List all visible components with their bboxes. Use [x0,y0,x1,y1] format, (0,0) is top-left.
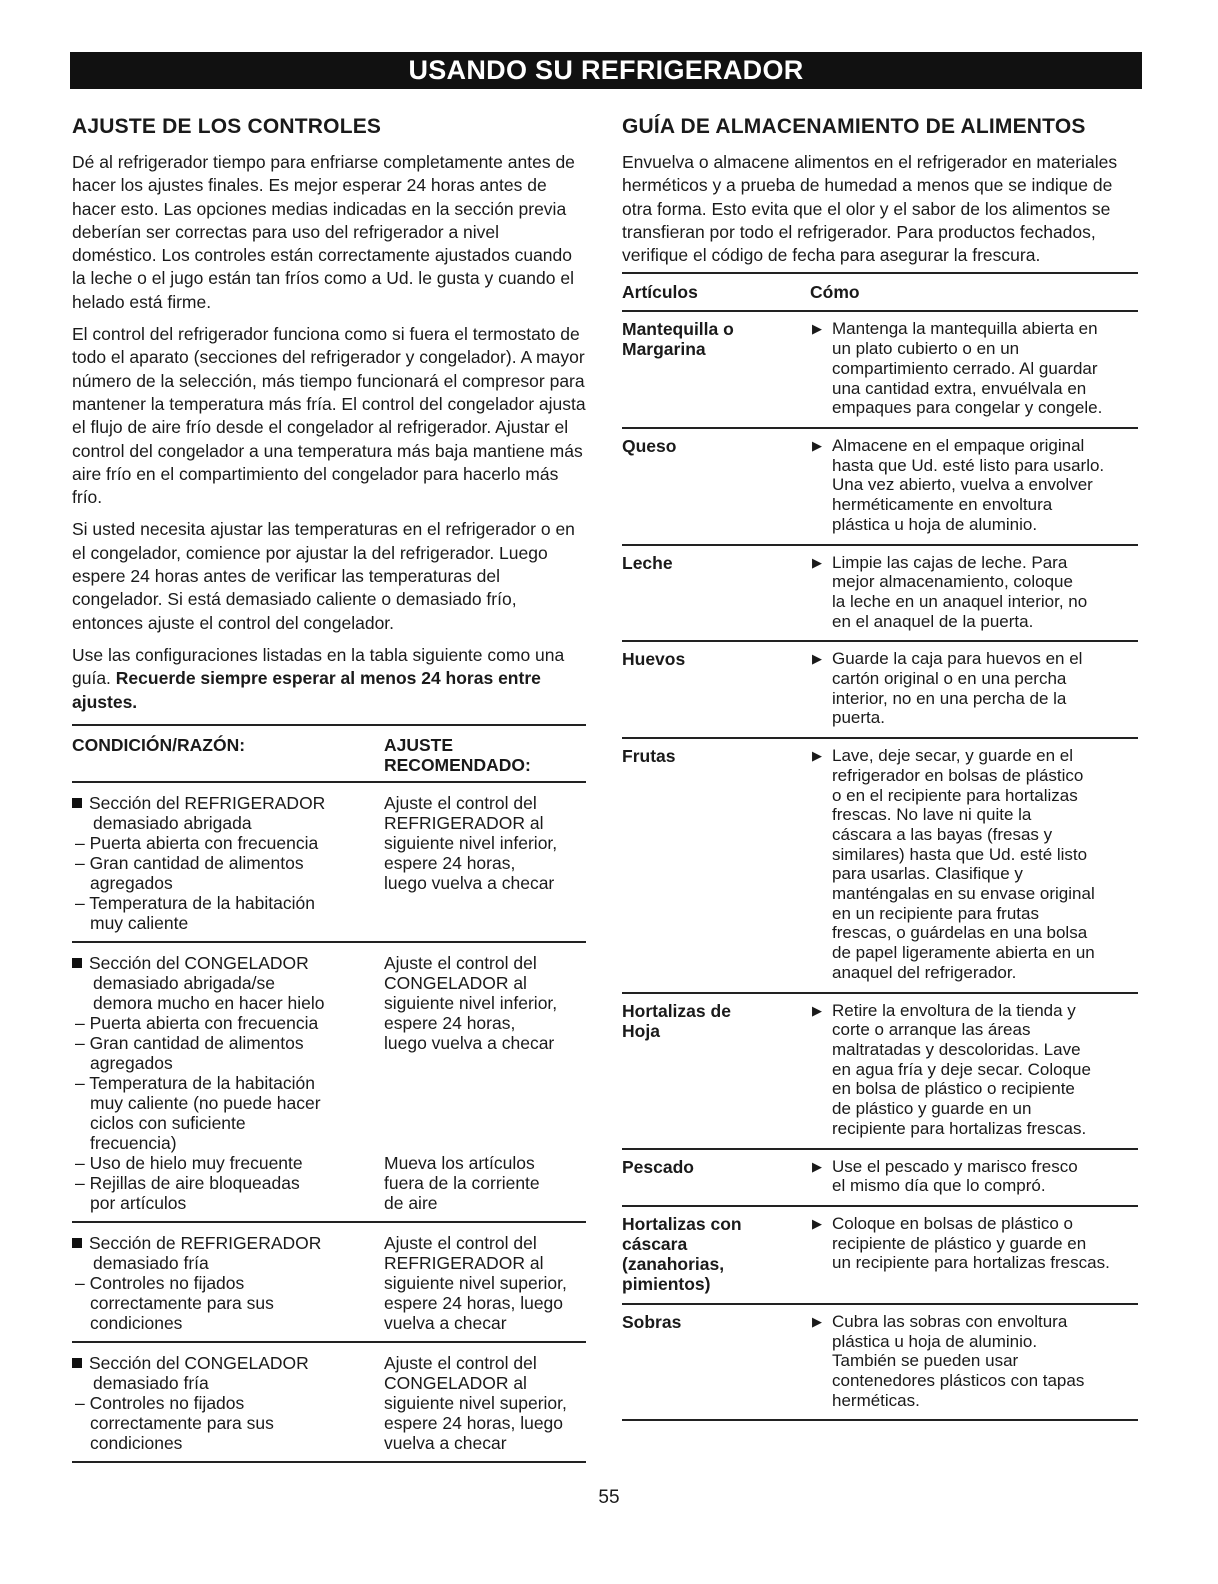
food-item-line: Mantequilla o [622,319,734,340]
setting-line: REFRIGERADOR al [384,812,544,833]
food-how-cell [810,1214,1138,1294]
triangle-bullet-icon: ▶ [812,1313,822,1329]
food-item-cell [622,746,810,982]
food-how-line: en agua fría y deje secar. Coloque [832,1059,1091,1079]
food-item-cell [622,1214,810,1294]
condition-line: – Temperatura de la habitación [75,892,315,913]
condition-line: demasiado fría [93,1252,209,1273]
food-item-line: cáscara [622,1233,688,1254]
condition-line: muy caliente (no puede hacer [90,1092,321,1113]
food-table-header [622,274,1138,312]
condition-line: muy caliente [90,912,189,933]
food-how-line: maltratadas y descoloridas. Lave [832,1039,1081,1059]
condition-line [72,953,384,973]
food-how-line: corte o arranque las áreas [832,1020,1031,1040]
setting-column-header [384,735,531,775]
setting-line: vuelva a checar [384,1312,507,1333]
food-how-text [832,1214,1138,1294]
setting-spacer [384,1053,586,1153]
setting-line: siguiente nivel superior, [384,1392,567,1413]
setting-line: REFRIGERADOR al [384,1252,544,1273]
condition-line: agregados [90,1052,173,1073]
food-row [622,642,1138,739]
conditions-rows [72,783,586,1463]
food-how-cell [810,319,1138,418]
condition-title: Sección del REFRIGERADOR [89,792,326,813]
food-item-line: Sobras [622,1311,682,1332]
food-how-line: empaques para congelar y congele. [832,398,1103,418]
food-item-line: pimientos) [622,1273,711,1294]
food-storage-section [622,115,1138,1421]
condition-row [72,783,586,943]
triangle-bullet-icon: ▶ [812,554,822,570]
condition-line: condiciones [90,1312,183,1333]
setting-line: Ajuste el control del [384,792,537,813]
setting-header-line-2: RECOMENDADO: [384,754,531,775]
food-how-text [832,319,1138,418]
condition-line: correctamente para sus [90,1292,274,1313]
condition-title: Sección del CONGELADOR [89,952,309,973]
setting-header-line-1: AJUSTE [384,734,454,755]
condition-cell [72,1233,384,1333]
recommended-setting-cell [384,953,586,1213]
food-how-line: Lave, deje secar, y guarde en el [832,746,1073,766]
square-bullet-icon [72,958,82,968]
food-row [622,546,1138,643]
condition-row [72,1343,586,1463]
setting-line: fuera de la corriente [384,1172,540,1193]
food-how-line: de plástico y guarde en un [832,1099,1032,1119]
setting-line: vuelva a checar [384,1432,507,1453]
how-column-header: Cómo [810,282,860,303]
paragraph-plain: Use las configuraciones listadas en la tabla siguiente como una guía. [72,644,565,689]
condition-line: por artículos [90,1192,187,1213]
food-how-line: plástica u hoja de aluminio. [832,514,1038,534]
setting-line: siguiente nivel superior, [384,1272,567,1293]
food-how-line: mejor almacenamiento, coloque [832,572,1073,592]
condition-line [72,1353,384,1373]
controls-paragraph-1: Dé al refrigerador tiempo para enfriarse completamente antes de hacer los ajustes finales. Es mejor esperar 24 horas antes de hacer esto. Las opciones medias indicadas en la sección previa deberían ser correctas para uso del refrigerador a nivel doméstico. Los controles están correctamente ajustados cuando la leche o el jugo están tan fríos como a Ud. le gusta y cuando el helado está firme. [72,152,575,312]
triangle-bullet-icon: ▶ [812,1002,822,1018]
food-how-cell [810,1312,1138,1411]
condition-line: – Puerta abierta con frecuencia [75,832,319,853]
food-how-line: compartimiento cerrado. Al guardar [832,358,1098,378]
food-how-line: o en el recipiente para hortalizas [832,785,1078,805]
food-item-line: Queso [622,436,677,456]
condition-row [72,1223,586,1343]
food-row [622,1305,1138,1422]
food-item-line: Huevos [622,649,686,670]
food-storage-intro: Envuelva o almacene alimentos en el refrigerador en materiales herméticos y a prueba de humedad a menos que se indique de otra forma. Esto evita que el olor y el sabor de los alimentos se transfieran por todo el refrigerador. Para productos fechados, verifique el código de fecha para asegurar la frescura. [622,152,1118,266]
setting-line: luego vuelva a checar [384,872,555,893]
food-how-line: anaquel del refrigerador. [832,962,1017,982]
food-item-line: Margarina [622,339,706,360]
food-how-text [832,436,1138,535]
food-row [622,1207,1138,1305]
triangle-bullet-icon: ▶ [812,438,822,453]
food-how-text [832,746,1138,982]
food-item-line: Pescado [622,1156,694,1177]
setting-line: CONGELADOR al [384,972,527,993]
condition-line [72,793,384,813]
food-storage-heading: GUÍA DE ALMACENAMIENTO DE ALIMENTOS [622,115,1086,138]
controls-paragraph-4 [72,644,586,714]
condition-line: – Rejillas de aire bloqueadas [75,1172,300,1193]
food-how-line: Limpie las cajas de leche. Para [832,552,1068,572]
food-how-line: Guarde la caja para huevos en el [832,649,1083,669]
food-how-line: Retire la envoltura de la tienda y [832,1000,1076,1020]
triangle-bullet-icon: ▶ [812,1158,822,1174]
setting-line: espere 24 horas, [384,1012,516,1033]
triangle-bullet-icon: ▶ [812,1215,822,1231]
food-storage-table [622,272,1138,1421]
condition-line: – Controles no fijados [75,1272,245,1293]
food-how-line: plástica u hoja de aluminio. [832,1331,1038,1351]
setting-line: Ajuste el control del [384,1352,537,1373]
recommended-setting-cell [384,793,586,933]
conditions-table [72,724,586,1463]
condition-line: demasiado abrigada [93,812,252,833]
setting-line: CONGELADOR al [384,1372,527,1393]
condition-line: agregados [90,872,173,893]
condition-row [72,943,586,1223]
setting-line: Ajuste el control del [384,952,537,973]
food-how-line: También se pueden usar [832,1351,1019,1371]
food-item-line: Leche [622,552,673,573]
food-how-cell [810,649,1138,728]
food-how-cell [810,436,1138,535]
food-item-cell [622,1157,810,1196]
condition-line: – Puerta abierta con frecuencia [75,1012,319,1033]
food-how-line: frescas. No lave ni quite la [832,805,1032,825]
food-how-line: cartón original o en una percha [832,669,1067,689]
setting-line: espere 24 horas, [384,852,516,873]
food-how-line: la leche en un anaquel interior, no [832,591,1088,611]
food-how-line: de papel ligeramente abierta en un [832,943,1095,963]
food-how-line: un recipiente para hortalizas frescas. [832,1253,1110,1273]
setting-line: de aire [384,1192,438,1213]
condition-line: – Temperatura de la habitación [75,1072,315,1093]
food-how-line: Una vez abierto, vuelva a envolver [832,475,1093,495]
square-bullet-icon [72,1238,82,1248]
controls-section [72,115,586,1463]
controls-paragraph-2: El control del refrigerador funciona como si fuera el termostato de todo el aparato (secciones del refrigerador y congelador). A mayor número de la selección, más tiempo funcionará el compresor para mantener la temperatura más fría. El control del congelador ajusta el flujo de aire frío desde el congelador al refrigerador. Ajustar el control del congelador a una temperatura más baja mantiene más aire frío en el compartimiento del congelador para hacerlo más frío. [72,324,586,508]
food-how-line: en bolsa de plástico o recipiente [832,1079,1075,1099]
food-how-line: el mismo día que lo compró. [832,1176,1046,1196]
food-item-cell [622,649,810,728]
conditions-table-header [72,726,586,783]
food-how-line: recipiente para hortalizas frescas. [832,1118,1087,1138]
food-how-line: en el anaquel de la puerta. [832,611,1034,631]
food-how-line: puerta. [832,708,885,728]
recommended-setting-cell [384,1233,586,1333]
page-banner: USANDO SU REFRIGERADOR [70,52,1142,89]
food-item-line: Hortalizas de [622,1000,731,1021]
triangle-bullet-icon: ▶ [812,748,822,764]
condition-cell [72,953,384,1213]
square-bullet-icon [72,1358,82,1368]
condition-line: demasiado fría [93,1372,209,1393]
condition-line: frecuencia) [90,1132,177,1153]
food-how-line: una cantidad extra, envuélvala en [832,378,1087,398]
food-row [622,994,1138,1150]
food-how-text [832,1312,1138,1411]
food-how-line: contenedores plásticos con tapas [832,1371,1085,1391]
food-how-cell [810,553,1138,632]
food-item-cell [622,1312,810,1411]
food-how-line: interior, no en una percha de la [832,688,1067,708]
condition-column-header: CONDICIÓN/RAZÓN: [72,734,246,755]
food-item-cell [622,436,810,535]
square-bullet-icon [72,798,82,808]
condition-line: demasiado abrigada/se [93,972,275,993]
setting-line: espere 24 horas, luego [384,1412,564,1433]
controls-heading: AJUSTE DE LOS CONTROLES [72,115,382,138]
food-how-line: similares) hasta que Ud. esté listo [832,844,1088,864]
food-how-line: Use el pescado y marisco fresco [832,1156,1078,1176]
food-how-line: cáscara a las bayas (fresas y [832,824,1053,844]
food-item-line: (zanahorias, [622,1253,725,1274]
condition-title: Sección del CONGELADOR [89,1352,309,1373]
food-row [622,429,1138,546]
condition-line: – Uso de hielo muy frecuente [75,1152,303,1173]
food-how-cell [810,1157,1138,1196]
condition-cell [72,1353,384,1453]
food-item-cell [622,1001,810,1139]
condition-line: – Gran cantidad de alimentos [75,1032,304,1053]
setting-line: espere 24 horas, luego [384,1292,564,1313]
condition-line: – Gran cantidad de alimentos [75,852,304,873]
food-how-line: hasta que Ud. esté listo para usarlo. [832,455,1105,475]
food-row [622,739,1138,993]
food-how-line: Cubra las sobras con envoltura [832,1311,1068,1331]
condition-line: demora mucho en hacer hielo [93,992,325,1013]
food-how-line: Almacene en el empaque original [832,436,1085,455]
paragraph-bold-note: Recuerde siempre esperar al menos 24 horas entre ajustes. [72,668,541,712]
food-how-line: Mantenga la mantequilla abierta en [832,319,1098,339]
setting-line: Ajuste el control del [384,1232,537,1253]
recommended-setting-cell [384,1353,586,1453]
food-item-cell [622,553,810,632]
food-how-cell [810,1001,1138,1139]
setting-line: siguiente nivel inferior, [384,992,558,1013]
food-how-text [832,1001,1138,1139]
condition-title: Sección de REFRIGERADOR [89,1232,322,1253]
food-row [622,312,1138,429]
condition-line [72,1233,384,1253]
condition-line: condiciones [90,1432,183,1453]
condition-line: ciclos con suficiente [90,1112,246,1133]
triangle-bullet-icon: ▶ [812,321,822,337]
triangle-bullet-icon: ▶ [812,651,822,667]
food-item-line: Frutas [622,746,676,767]
food-how-cell [810,746,1138,982]
food-how-line: en un recipiente para frutas [832,903,1039,923]
food-how-text [832,553,1138,632]
food-how-line: Coloque en bolsas de plástico o [832,1213,1073,1233]
page-number: 55 [598,1487,620,1508]
food-how-line: herméticas. [832,1390,920,1410]
food-how-line: herméticamente en envoltura [832,495,1053,515]
food-how-line: frescas, o guárdelas en una bolsa [832,923,1088,943]
food-how-line: un plato cubierto o en un [832,339,1020,359]
food-rows [622,312,1138,1421]
setting-line: siguiente nivel inferior, [384,832,558,853]
items-column-header: Artículos [622,282,698,303]
setting-line: Mueva los artículos [384,1152,535,1173]
food-item-cell [622,319,810,418]
food-how-text [832,649,1138,728]
food-row [622,1150,1138,1207]
setting-line: luego vuelva a checar [384,1032,555,1053]
food-item-line: Hortalizas con [622,1213,742,1234]
condition-line: – Controles no fijados [75,1392,245,1413]
condition-line: correctamente para sus [90,1412,274,1433]
food-how-text [832,1157,1138,1196]
food-how-line: refrigerador en bolsas de plástico [832,765,1084,785]
food-item-line: Hoja [622,1020,660,1041]
food-how-line: para usarlas. Clasifique y [832,864,1023,884]
controls-paragraph-3: Si usted necesita ajustar las temperaturas en el refrigerador o en el congelador, comience por ajustar la del refrigerador. Luego espere 24 horas antes de verificar las temperaturas del congelador. Si está demasiado caliente o demasiado frío, entonces ajuste el control del congelador. [72,519,575,633]
food-how-line: manténgalas en su envase original [832,884,1095,904]
condition-cell [72,793,384,933]
food-how-line: recipiente de plástico y guarde en [832,1233,1087,1253]
